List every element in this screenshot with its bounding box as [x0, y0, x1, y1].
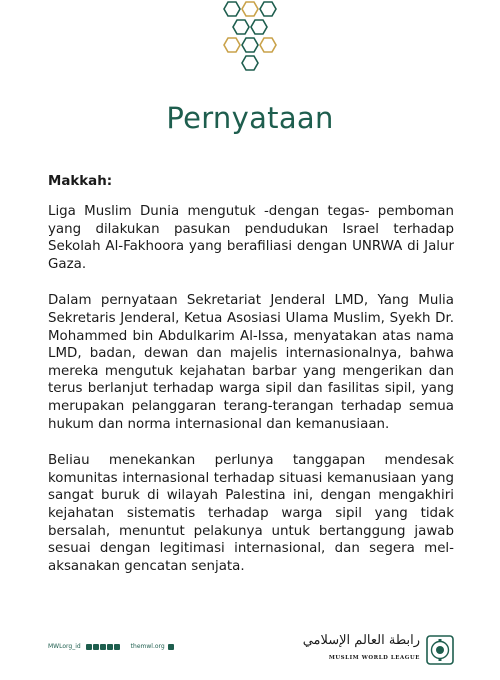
globe-icon — [168, 644, 174, 650]
paragraph-1: Liga Muslim Dunia mengutuk -dengan tegas- pemboman yang dilakukan pasukan pendudukan Israel terhadap Sekolah Al-Fakhoora yang berafiliasi dengan UNRWA di Jalur Gaza. — [48, 204, 454, 272]
x-icon[interactable] — [93, 644, 99, 650]
footer-social — [48, 643, 174, 650]
page-title: Pernyataan — [166, 101, 334, 135]
hexagon-pattern-icon — [210, 0, 290, 72]
instagram-icon[interactable] — [100, 644, 106, 650]
website-link[interactable]: themwl.org — [130, 643, 165, 650]
youtube-icon[interactable] — [107, 644, 113, 650]
facebook-icon[interactable] — [86, 644, 92, 650]
paragraph-3: Beliau menekankan perlunya tanggapan mendesak komunitas internasional terhadap situasi kemanusiaan yang sangat buruk di wilayah Palestina ini, dengan mengakhiri kejahatan sistematis terhadap warga sipil yang tidak bersalah, menuntut pelakunya untuk bertanggung jawab sesuai dengan legitimasi internasional, dan segera melaksanakan gencatan senjata. — [48, 453, 454, 574]
dateline: Makkah: — [48, 174, 113, 189]
paragraph-2: Dalam pernyataan Sekretariat Jenderal LMD, Yang Mulia Sekretaris Jenderal, Ketua Asosiasi Ulama Muslim, Syekh Dr. Mohammed bin Abdulkarim Al-Issa, menyatakan atas nama LMD, badan, dewan dan majelis internasionalnya, bahwa mereka mengutuk kejahatan barbar yang mengerikan dan terus berlanjut terhadap warga sipil dan fasilitas sipil, yang merupakan pelanggaran terang-terangan terhadap semua hukum dan norma internasional dan kemanusiaan. — [48, 293, 454, 432]
social-handle[interactable]: MWLorg_id — [48, 643, 81, 650]
telegram-icon[interactable] — [114, 644, 120, 650]
mwl-logo — [302, 633, 454, 669]
logo-arabic-text: رابطة العالم الإسلامي — [302, 633, 420, 648]
social-icons — [86, 644, 120, 650]
mwl-seal-icon — [426, 635, 454, 665]
statement-body — [48, 174, 454, 594]
logo-english-text: MUSLIM WORLD LEAGUE — [328, 655, 420, 661]
